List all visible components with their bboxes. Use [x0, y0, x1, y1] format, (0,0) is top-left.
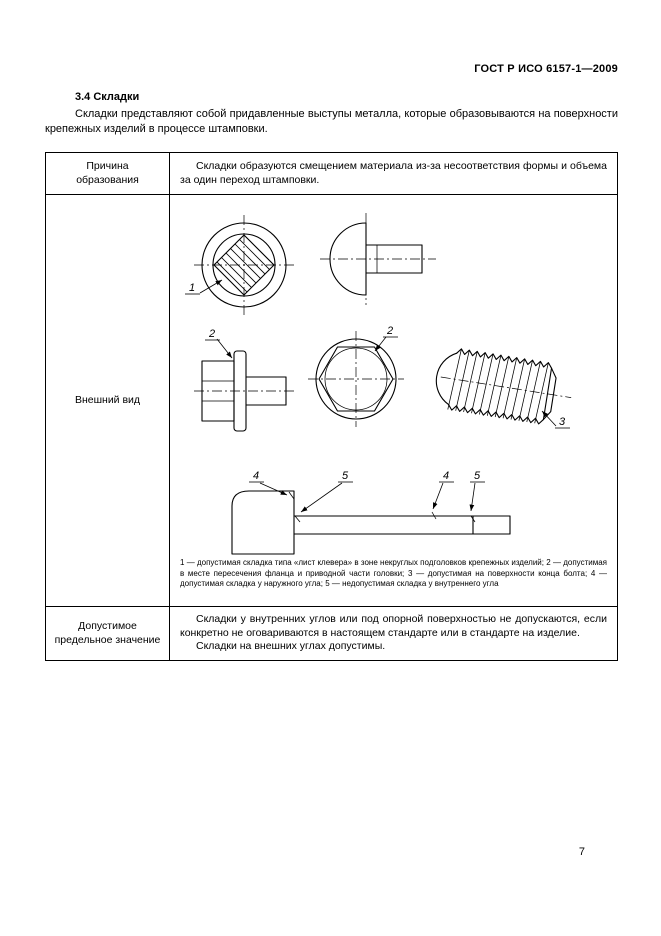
- limit-paragraph-1: Складки у внутренних углов или под опорной поверхностью не допускаются, если конкретно не оговариваются в настоящем стандарте или в стандарте на изделие.: [180, 613, 607, 639]
- defect-table: [45, 152, 618, 661]
- page-number: 7: [578, 846, 585, 858]
- figure-caption: 1 — допустимая складка типа «лист клевера» в зоне некруглых подголовков крепежных изделий; 2 — допустимая в месте пересечения фланца и приводной части головки; 3 — допустимая на поверхности конца болта; 4 — допустимая складка у наружного угла; 5 — недопустимая складка у внутреннего угла: [180, 558, 607, 589]
- cause-text: Складки образуются смещением материала из-за несоответствия формы и объема за один переход штамповки.: [170, 153, 618, 195]
- hex-flange-bolt-side-view: [194, 328, 296, 431]
- fold-profile-view: [232, 470, 510, 554]
- appearance-cell: [170, 195, 618, 607]
- round-head-bolt-side-view: [320, 213, 436, 305]
- threaded-end-view: [432, 346, 576, 429]
- appearance-label: Внешний вид: [46, 195, 170, 607]
- callout-5-left: 5: [341, 470, 349, 483]
- callout-2-flange: 2: [208, 328, 216, 341]
- table-row-limit: [46, 607, 618, 661]
- fastener-drawings: [174, 207, 619, 555]
- limit-label: Допустимое предельное значение: [46, 607, 170, 661]
- limit-cell: [170, 607, 618, 661]
- callout-4-left: 4: [252, 470, 260, 483]
- table-row-cause: [46, 153, 618, 195]
- cause-label: Причина образования: [46, 153, 170, 195]
- intro-paragraph: Складки представляют собой придавленные выступы металла, которые образовываются на поверхности крепежных изделий в процессе штамповки.: [45, 108, 618, 135]
- section-heading: 3.4 Складки: [75, 91, 140, 103]
- hex-head-top-view: [308, 325, 404, 427]
- callout-4-right: 4: [442, 470, 450, 483]
- doc-code: ГОСТ Р ИСО 6157-1—2009: [474, 63, 618, 75]
- callout-1: 1: [188, 282, 196, 295]
- callout-5-right: 5: [473, 470, 481, 483]
- callout-2-hex: 2: [386, 325, 394, 338]
- carriage-bolt-top-view: [184, 207, 304, 349]
- table-row-appearance: [46, 195, 618, 607]
- limit-paragraph-2: Складки на внешних углах допустимы.: [196, 640, 386, 653]
- callout-3: 3: [558, 416, 566, 429]
